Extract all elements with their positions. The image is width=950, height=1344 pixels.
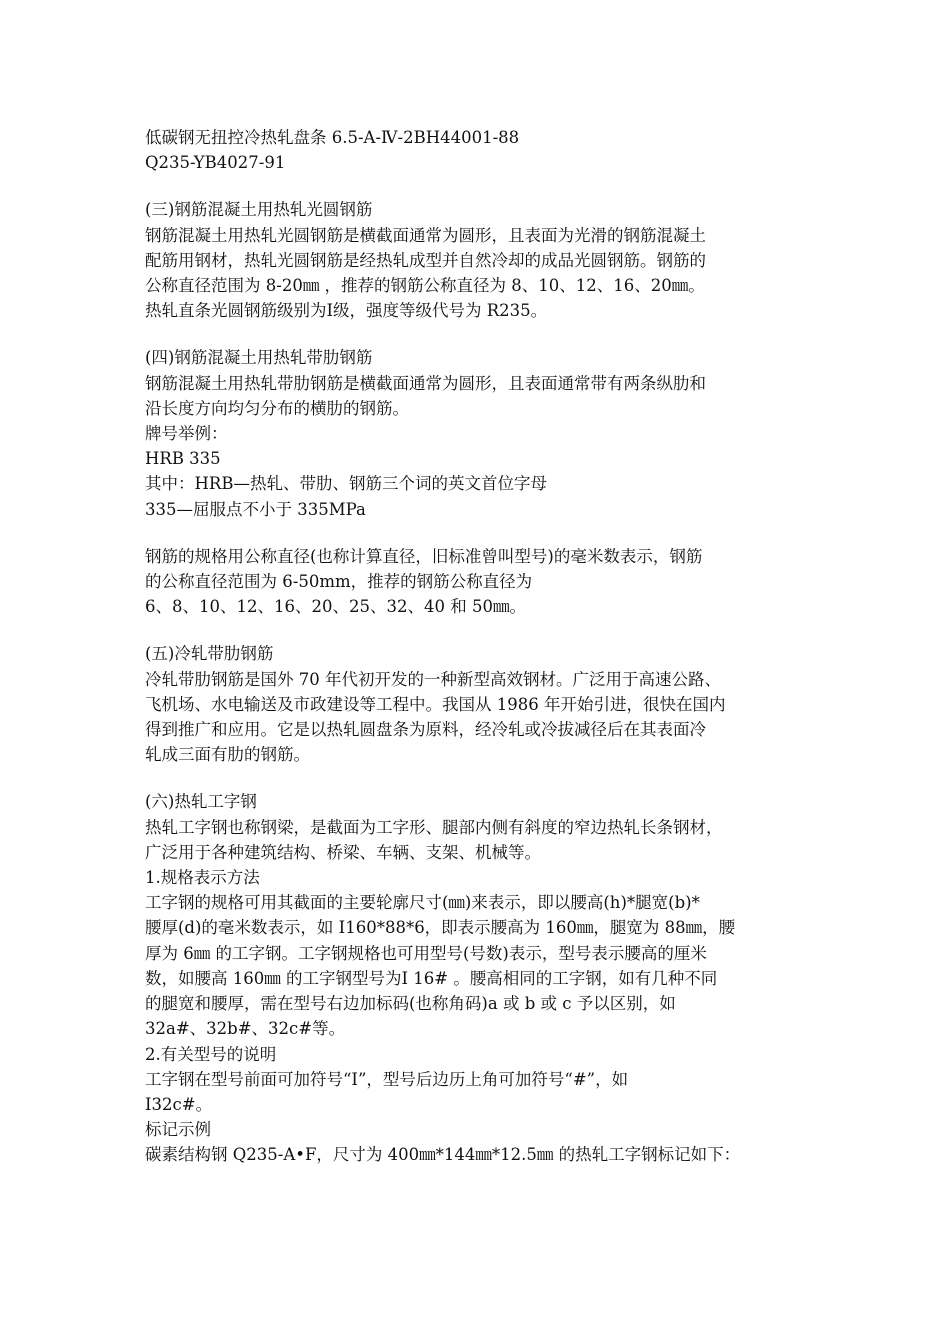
- document-body: [145, 125, 810, 1168]
- text-line: 钢筋混凝土用热轧光圆钢筋是横截面通常为圆形，且表面为光滑的钢筋混凝土: [145, 225, 706, 245]
- text-line: 热轧工字钢也称钢梁，是截面为工字形、腿部内侧有斜度的窄边热轧长条钢材，: [145, 817, 723, 837]
- text-line: 碳素结构钢 Q235-A•F，尺寸为 400㎜*144㎜*12.5㎜ 的热轧工字钢标记如下：: [145, 1145, 741, 1165]
- text-line: 其中：HRB—热轧、带肋、钢筋三个词的英文首位字母: [145, 474, 547, 494]
- text-line: 得到推广和应用。它是以热轧圆盘条为原料，经冷轧或冷拔减径后在其表面冷: [145, 720, 706, 740]
- text-line: 工字钢在型号前面可加符号“I”，型号后边历上角可加符号“#”，如: [145, 1069, 629, 1089]
- text-line: 热轧直条光圆钢筋级别为Ⅰ级，强度等级代号为 R235。: [145, 301, 548, 321]
- text-line: 公称直径范围为 8-20㎜ ，推荐的钢筋公称直径为 8、10、12、16、20㎜。: [145, 276, 705, 296]
- subsection-heading: 2.有关型号的说明: [145, 1044, 277, 1064]
- section-heading: (五)冷轧带肋钢筋: [145, 644, 274, 664]
- text-line: Q235-YB4027-91: [145, 153, 286, 173]
- paragraph-gap: [145, 522, 810, 544]
- text-line: 钢筋混凝土用热轧带肋钢筋是横截面通常为圆形，且表面通常带有两条纵肋和: [145, 373, 706, 393]
- text-line: 6、8、10、12、16、20、25、32、40 和 50㎜。: [145, 597, 526, 617]
- text-line: 配筋用钢材，热轧光圆钢筋是经热轧成型并自然冷却的成品光圆钢筋。钢筋的: [145, 250, 706, 270]
- text-line: 轧成三面有肋的钢筋。: [145, 745, 310, 765]
- text-line: 厚为 6㎜ 的工字钢。工字钢规格也可用型号(号数)表示，型号表示腰高的厘米: [145, 943, 707, 963]
- text-line: 的公称直径范围为 6-50mm，推荐的钢筋公称直径为: [145, 572, 533, 592]
- paragraph-gap: [145, 619, 810, 641]
- text-line: HRB 335: [145, 449, 221, 469]
- text-line: 工字钢的规格可用其截面的主要轮廓尺寸(㎜)来表示，即以腰高(h)*腿宽(b)*: [145, 893, 700, 913]
- subsection-heading: 标记示例: [145, 1120, 211, 1140]
- text-line: 广泛用于各种建筑结构、桥梁、车辆、支架、机械等。: [145, 842, 541, 862]
- text-line: 335—屈服点不小于 335MPa: [145, 499, 366, 519]
- wire-rod-designation-block: [145, 125, 810, 175]
- text-line: 钢筋的规格用公称直径(也称计算直径，旧标准曾叫型号)的毫米数表示，钢筋: [145, 546, 703, 566]
- text-line: 牌号举例：: [145, 424, 228, 444]
- section-heading: (四)钢筋混凝土用热轧带肋钢筋: [145, 348, 373, 368]
- text-line: 低碳钢无扭控冷热轧盘条 6.5-A-Ⅳ-2BH44001-88: [145, 128, 520, 147]
- paragraph-gap: [145, 175, 810, 197]
- paragraph-gap: [145, 767, 810, 789]
- subsection-heading: 1.规格表示方法: [145, 868, 260, 888]
- text-line: 32a#、32b#、32c#等。: [145, 1019, 346, 1039]
- section-hot-rolled-i-beam: [145, 789, 810, 1167]
- text-line: I32c#。: [145, 1094, 213, 1114]
- section-heading: (三)钢筋混凝土用热轧光圆钢筋: [145, 200, 373, 220]
- text-line: 腰厚(d)的毫米数表示，如 I160*88*6，即表示腰高为 160㎜，腿宽为 88㎜，腰: [145, 918, 736, 938]
- bar-size-paragraph: [145, 544, 810, 620]
- text-line: 冷轧带肋钢筋是国外 70 年代初开发的一种新型高效钢材。广泛用于高速公路、: [145, 669, 721, 689]
- text-line: 沿长度方向均匀分布的横肋的钢筋。: [145, 398, 409, 418]
- text-line: 的腿宽和腰厚，需在型号右边加标码(也称角码)a 或 b 或 c 予以区别，如: [145, 994, 676, 1014]
- text-line: 飞机场、水电输送及市政建设等工程中。我国从 1986 年开始引进，很快在国内: [145, 694, 726, 714]
- paragraph-gap: [145, 323, 810, 345]
- section-heading: (六)热轧工字钢: [145, 792, 257, 812]
- section-cold-rolled-ribbed-bar: [145, 641, 810, 767]
- text-line: 数，如腰高 160㎜ 的工字钢型号为Ⅰ 16# 。腰高相同的工字钢，如有几种不同: [145, 968, 718, 988]
- section-ribbed-bar: [145, 345, 810, 521]
- section-plain-round-bar: [145, 197, 810, 323]
